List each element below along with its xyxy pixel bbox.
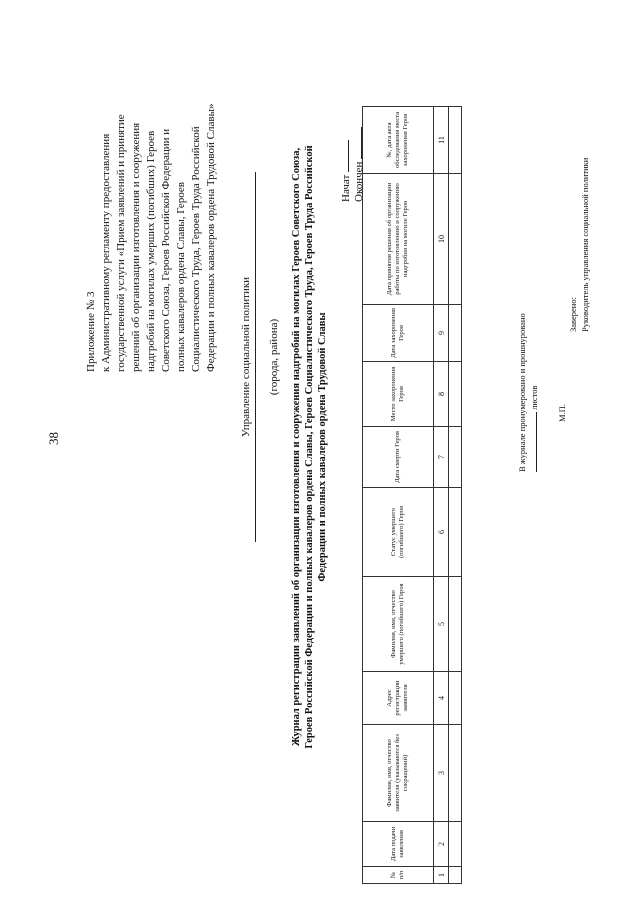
started-blank bbox=[348, 140, 349, 172]
appendix-line: государственной услуги «Прием заявлений и принятие bbox=[115, 114, 127, 372]
table-cell bbox=[449, 427, 462, 488]
appendix-block bbox=[84, 52, 219, 372]
journal-title-line: Журнал регистрации заявлений об организации изготовления и сооружения надгробий на могилах Героев Советского Союза, bbox=[291, 147, 302, 747]
journal-title bbox=[290, 12, 329, 882]
page-number: 38 bbox=[46, 432, 61, 445]
table-header: Статус умершего (погибшего) Героя bbox=[363, 488, 434, 577]
registry-table bbox=[362, 106, 462, 884]
certified-line: Заверено: bbox=[568, 297, 578, 332]
table-row bbox=[449, 107, 462, 884]
department-name: Управление социальной политики bbox=[240, 276, 252, 438]
table-cell bbox=[449, 822, 462, 867]
table-cell: 4 bbox=[434, 672, 449, 725]
appendix-line: Социалистического Труда, Героев Труда Российской bbox=[190, 126, 202, 372]
appendix-line: к Административному регламенту предоставления bbox=[100, 133, 112, 372]
table-header: Место захоронения Героя bbox=[363, 362, 434, 427]
table-cell: 5 bbox=[434, 577, 449, 672]
table-header: Фамилия, имя, отчество заявителя (указываются без сокращений) bbox=[363, 725, 434, 822]
table-cell bbox=[449, 107, 462, 174]
table-cell bbox=[449, 488, 462, 577]
started-label: Начат bbox=[340, 174, 352, 202]
sheet-count-blank bbox=[536, 412, 537, 472]
table-cell: 8 bbox=[434, 362, 449, 427]
table-cell: 6 bbox=[434, 488, 449, 577]
rotated-sheet bbox=[22, 12, 602, 892]
table-cell bbox=[449, 577, 462, 672]
table-header: Адрес регистрации заявителя bbox=[363, 672, 434, 725]
appendix-line: Приложение № 3 bbox=[85, 291, 97, 372]
finished-label: Окончен bbox=[353, 161, 365, 202]
table-cell: 11 bbox=[434, 107, 449, 174]
department-underline bbox=[255, 172, 256, 542]
table-cell bbox=[449, 725, 462, 822]
journal-title-line: Федерации и полных кавалеров ордена Трудовой Славы bbox=[317, 312, 328, 582]
table-cell bbox=[449, 867, 462, 884]
journal-title-line: Героев Российской Федерации и полных кавалеров ордена Славы, Героев Социалистического Труда, Героев Труда Российской bbox=[304, 145, 315, 749]
region-label: (города, района) bbox=[268, 318, 280, 396]
table-header: Дата подачи заявления bbox=[363, 822, 434, 867]
table-cell bbox=[449, 362, 462, 427]
table-header-row bbox=[363, 107, 434, 884]
appendix-line: решений об организации изготовления и сооружения bbox=[130, 122, 142, 372]
seal-label: М.П. bbox=[557, 404, 567, 422]
table-header: Дата захоронения Героя bbox=[363, 305, 434, 362]
table-cell: 1 bbox=[434, 867, 449, 884]
appendix-line: надгробий на могилах умерших (погибших) Героев bbox=[145, 130, 157, 372]
table-number-row bbox=[434, 107, 449, 884]
table-header: № п/п bbox=[363, 867, 434, 884]
table-header: №, дата акта обследования места захоронения Героя bbox=[363, 107, 434, 174]
table-cell bbox=[449, 174, 462, 305]
appendix-line: полных кавалеров ордена Славы, Героев bbox=[175, 182, 187, 372]
table-cell: 10 bbox=[434, 174, 449, 305]
table-cell: 2 bbox=[434, 822, 449, 867]
table-cell: 3 bbox=[434, 725, 449, 822]
footer-suffix: листов bbox=[529, 385, 539, 410]
appendix-line: Федерации и полных кавалеров ордена Трудовой Славы» bbox=[205, 103, 217, 372]
certified-line: Руководитель управления социальной политики bbox=[580, 157, 590, 332]
certified-block bbox=[567, 158, 591, 332]
footer-note bbox=[516, 313, 540, 472]
table-header: Дата принятия решения об организации работы по изготовлению и сооружению надгробия на могиле Героя bbox=[363, 174, 434, 305]
footer-line: В журнале пронумеровано и прошнуровано bbox=[517, 313, 527, 472]
table-cell bbox=[449, 305, 462, 362]
table-header: Фамилия, имя, отчество умершего (погибшего) Героя bbox=[363, 577, 434, 672]
table-cell bbox=[449, 672, 462, 725]
appendix-line: Советского Союза, Героев Российской Федерации и bbox=[160, 128, 172, 372]
table-cell: 9 bbox=[434, 305, 449, 362]
table-cell: 7 bbox=[434, 427, 449, 488]
table-header: Дата смерти Героя bbox=[363, 427, 434, 488]
